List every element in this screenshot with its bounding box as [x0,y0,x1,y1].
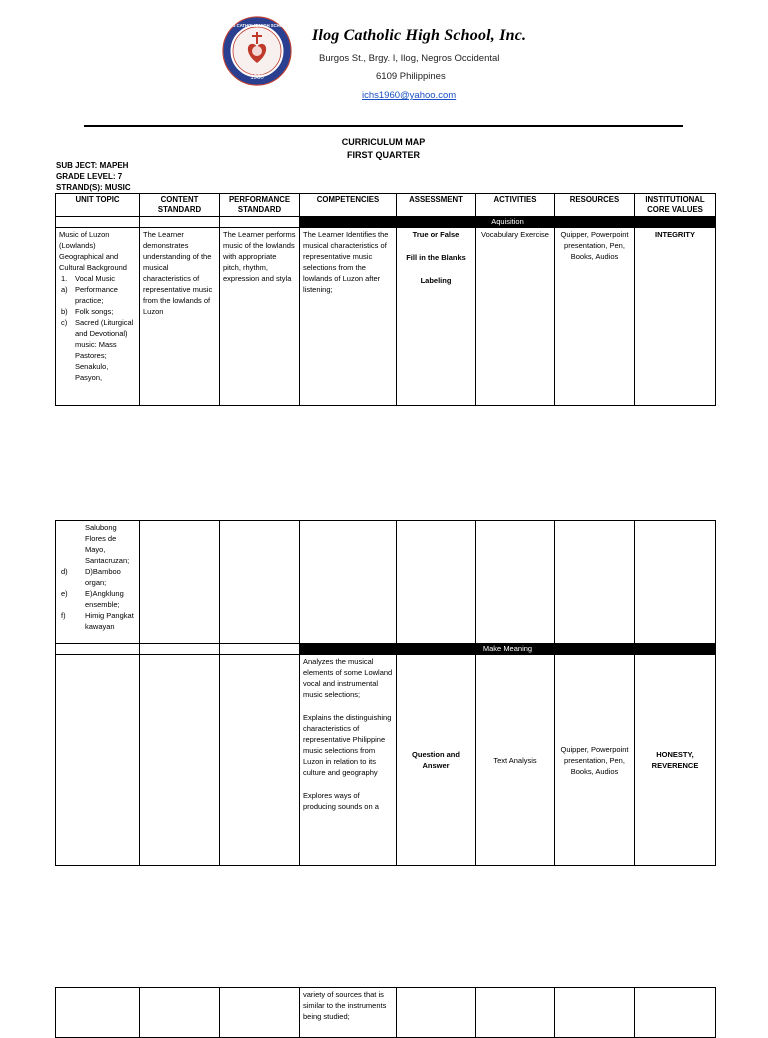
curriculum-table-part1 [55,193,716,406]
svg-text:1960: 1960 [250,75,264,81]
unit-topic-list [59,566,136,632]
school-name: Ilog Catholic High School, Inc. [312,27,527,44]
resources-cell: Quipper, Powerpoint presentation, Pen, Books, Audios [555,655,635,866]
meta-grade-level: GRADE LEVEL: 7 [56,172,123,181]
curriculum-table-part2 [55,520,716,866]
col-content-standard: CONTENT STANDARD [140,194,220,217]
col-performance-standard: PERFORMANCE STANDARD [220,194,300,217]
svg-text:ILOG CATHOLIC HIGH SCHOOL: ILOG CATHOLIC HIGH SCHOOL [225,23,289,28]
resources-cell: Quipper, Powerpoint presentation, Pen, Books, Audios [555,228,635,406]
activities-cell: Text Analysis [476,655,555,866]
unit-topic-list [59,273,136,383]
list-item: f) Himig Pangkat kawayan [61,611,134,631]
core-values-cell: HONESTY, REVERENCE [635,655,716,866]
core-values-cell: INTEGRITY [635,228,716,406]
table-row [56,655,716,866]
band-row [56,644,716,655]
col-assessment: ASSESSMENT [397,194,476,217]
list-item: b) Folk songs; [61,307,114,316]
assessment-cell: Question and Answer [397,655,476,866]
unit-topic-continued: Salubong Flores de Mayo, Santacruzan; [85,523,130,565]
list-item: a) Performance practice; [61,285,118,305]
competencies-cell: Analyzes the musical elements of some Lowland vocal and instrumental music selections; Explains the distinguishing characteristics of representative Philippine music selections from Luzon in relation to its culture and geography Explores ways of producing sounds on a [300,655,397,866]
col-activities: ACTIVITIES [476,194,555,217]
competencies-cell: variety of sources that is similar to the instruments being studied; [300,988,397,1038]
unit-topic-cell [56,521,140,644]
header-divider [84,125,683,127]
activities-cell: Vocabulary Exercise [476,228,555,406]
assessment-cell: True or False Fill in the Blanks Labeling [397,228,476,406]
document-title: CURRICULUM MAP [341,137,426,147]
table-row [56,521,716,644]
band-row [56,217,716,228]
competencies-cell: The Learner Identifies the musical characteristics of representative music selections from the lowlands of Luzon after listening; [300,228,397,406]
unit-topic-cell [56,228,140,406]
meta-strand: STRAND(S): MUSIC [56,183,131,192]
col-unit-topic: UNIT TOPIC [56,194,140,217]
document-subtitle: FIRST QUARTER [347,150,420,160]
unit-topic-intro: Music of Luzon (Lowlands) Geographical and Cultural Background [59,230,127,272]
table-header-row [56,194,716,217]
table-row [56,988,716,1038]
band-make-meaning: Make Meaning [300,644,716,655]
col-competencies: COMPETENCIES [300,194,397,217]
list-item: 1. Vocal Music [61,274,116,283]
content-standard-cell: The Learner demonstrates understanding of the musical characteristics of representative music from the lowlands of Luzon [140,228,220,406]
list-item: c) Sacred (Liturgical and Devotional) music: Mass Pastores; Senakulo, Pasyon, [61,318,134,382]
school-address-country: 6109 Philippines [376,71,446,82]
meta-subject: SUB JECT: MAPEH [56,161,129,170]
performance-standard-cell: The Learner performs music of the lowlands with appropriate pitch, rhythm, expression and styla [220,228,300,406]
col-resources: RESOURCES [555,194,635,217]
table-row [56,228,716,406]
list-item: d) D)Bamboo organ; [61,567,121,587]
school-address: Burgos St., Brgy. I, Ilog, Negros Occidental [319,53,500,64]
school-seal-logo [222,16,292,86]
band-aquisition: Aquisition [300,217,716,228]
list-item: e) E)Angklung ensemble; [61,589,124,609]
col-core-values: INSTITUTIONAL CORE VALUES [635,194,716,217]
school-email-link[interactable]: ichs1960@yahoo.com [362,90,457,101]
curriculum-table-part3 [55,987,716,1038]
